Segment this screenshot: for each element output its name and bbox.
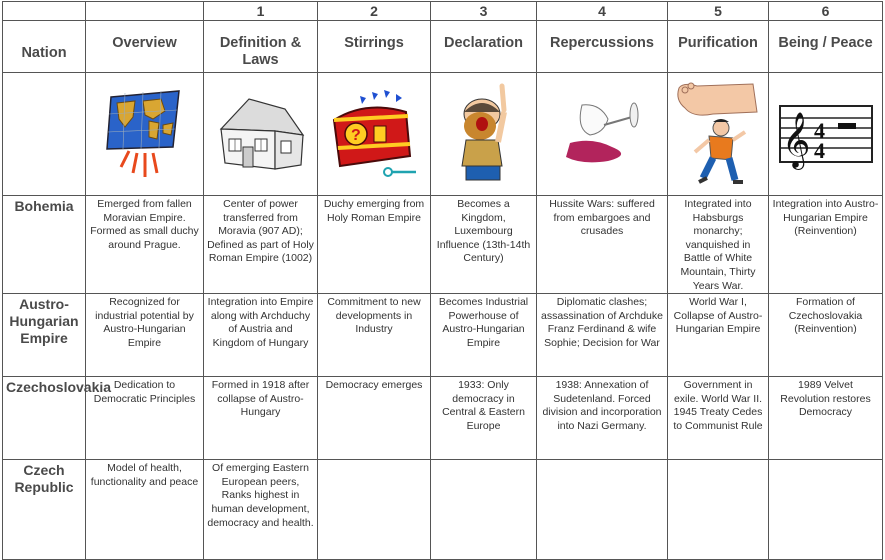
stage-number: 4 [537,2,668,21]
table-cell [769,460,883,560]
column-header: Repercussions [537,21,668,73]
foot-stomping-man-clipart [668,73,769,196]
svg-text:4: 4 [813,118,825,143]
table-row [3,460,883,560]
stage-number [3,2,86,21]
table-row [3,377,883,460]
table-cell: Formation of Czechoslovakia (Reinvention) [769,294,883,377]
table-cell: Dedication to Democratic Principles [86,377,204,460]
nation-name: Bohemia [3,196,86,294]
svg-text:4: 4 [813,138,825,163]
column-header: Definition & Laws [204,21,318,73]
stage-number: 2 [318,2,431,21]
image-row [3,73,883,196]
table-cell: Duchy emerging from Holy Roman Empire [318,196,431,294]
table-cell: Diplomatic clashes; assassination of Archduke Franz Ferdinand & wife Sophie; Decision for War [537,294,668,377]
stage-number [86,2,204,21]
table-cell: Becomes a Kingdom, Luxembourg Influence (13th-14th Century) [431,196,537,294]
table-cell: Center of power transferred from Moravia (907 AD); Defined as part of Holy Roman Empire (1002) [204,196,318,294]
header-row [3,21,883,73]
table-cell: Model of health, functionality and peace [86,460,204,560]
column-header: Being / Peace [769,21,883,73]
column-header: Purification [668,21,769,73]
table-cell: Commitment to new developments in Industry [318,294,431,377]
table-cell [431,460,537,560]
table-cell: Democracy emerges [318,377,431,460]
house-clipart [204,73,318,196]
table-cell: Government in exile. World War II. 1945 Treaty Cedes to Communist Rule [668,377,769,460]
table-cell: 1933: Only democracy in Central & Eastern Europe [431,377,537,460]
stage-number: 1 [204,2,318,21]
treasure-chest-clipart [318,73,431,196]
table-row [3,196,883,294]
czech-history-table [2,1,883,560]
table-cell: Emerged from fallen Moravian Empire. Formed as small duchy around Prague. [86,196,204,294]
table-cell [318,460,431,560]
table-cell [668,460,769,560]
empty-cell [3,73,86,196]
stage-number: 3 [431,2,537,21]
music-staff-clipart [769,73,883,196]
table-cell: World War I, Collapse of Austro-Hungarian Empire [668,294,769,377]
column-header: Declaration [431,21,537,73]
stage-number: 6 [769,2,883,21]
column-header: Overview [86,21,204,73]
shouting-man-clipart [431,73,537,196]
table-row [3,294,883,377]
spilled-wine-glass-clipart [537,73,668,196]
table-cell: Integration into Empire along with Archduchy of Austria and Kingdom of Hungary [204,294,318,377]
nation-name: Czech Republic [3,460,86,560]
table-cell: Hussite Wars: suffered from embargoes and crusades [537,196,668,294]
table-cell: 1989 Velvet Revolution restores Democracy [769,377,883,460]
stage-number: 5 [668,2,769,21]
nation-name: Austro-Hungarian Empire [3,294,86,377]
nation-name: Czechoslovakia [3,377,86,460]
table-cell: Integration into Austro-Hungarian Empire (Reinvention) [769,196,883,294]
column-header: Nation [3,21,86,73]
table-cell: Recognized for industrial potential by Austro-Hungarian Empire [86,294,204,377]
table-cell: 1938: Annexation of Sudetenland. Forced division and incorporation into Nazi Germany. [537,377,668,460]
stage-number-row [3,2,883,21]
table-cell [537,460,668,560]
map-clipart [86,73,204,196]
svg-text:𝄞: 𝄞 [781,112,810,168]
table-cell: Of emerging Eastern European peers, Ranks highest in human development, democracy and health. [204,460,318,560]
table-cell: Integrated into Habsburgs monarchy; vanquished in Battle of White Mountain, Thirty Years War. [668,196,769,294]
svg-text:?: ? [351,127,361,144]
column-header: Stirrings [318,21,431,73]
table-cell: Formed in 1918 after collapse of Austro-Hungary [204,377,318,460]
table-cell: Becomes Industrial Powerhouse of Austro-Hungarian Empire [431,294,537,377]
